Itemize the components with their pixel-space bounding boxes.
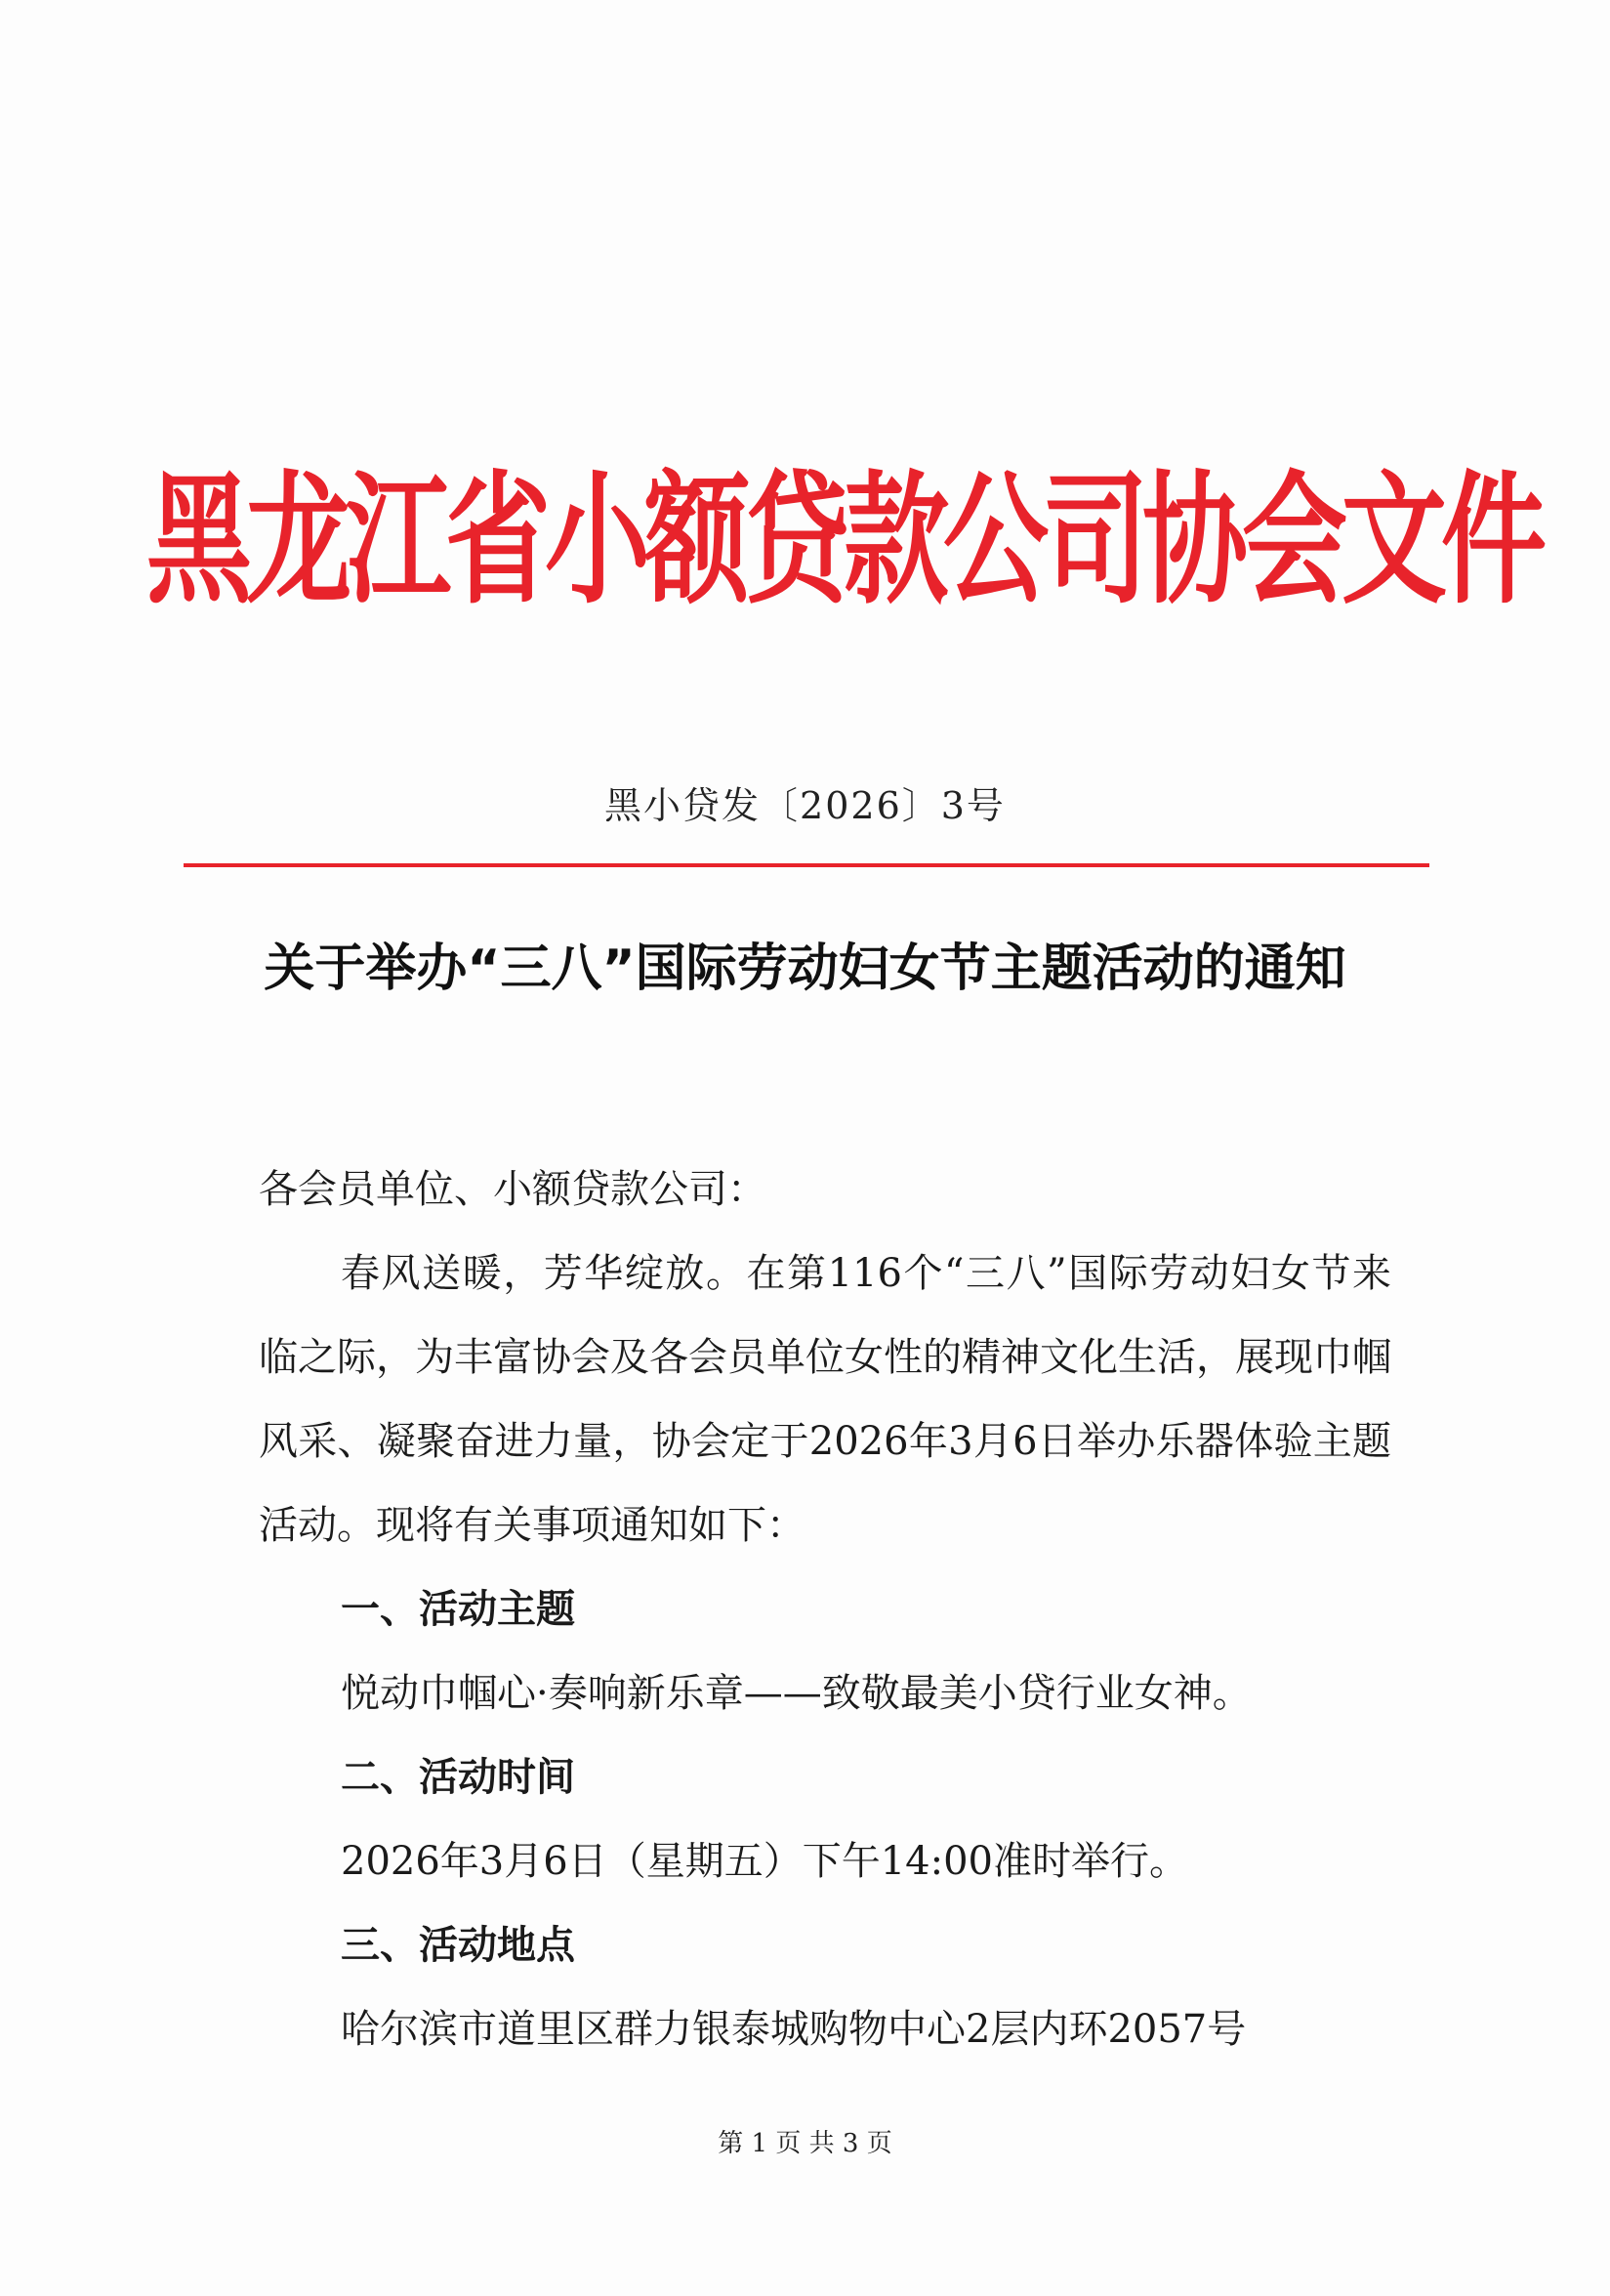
section-heading-location: 三、活动地点 [341, 1923, 575, 1968]
intro-paragraph: 春风送暖，芳华绽放。在第116个“三八”国际劳动妇女节来临之际，为丰富协会及各会员单位女性的精神文化生活，展现巾帼风采、凝聚奋进力量，协会定于2026年3月6日举办乐器体验主题活动。现将有关事项通知如下： [259, 1251, 1391, 1548]
document-body [259, 1148, 1391, 2071]
section-heading-theme: 一、活动主题 [341, 1587, 575, 1632]
page-indicator: 第 1 页 共 3 页 [718, 2129, 892, 2158]
section-content-location: 哈尔滨市道里区群力银泰城购物中心2层内环2057号 [341, 2007, 1247, 2052]
red-divider-line [184, 863, 1429, 867]
section-content-theme: 悦动巾帼心·奏响新乐章——致敬最美小贷行业女神。 [341, 1671, 1252, 1716]
section-heading-time: 二、活动时间 [341, 1755, 575, 1800]
section-content-time: 2026年3月6日（星期五）下午14:00准时举行。 [341, 1839, 1188, 1884]
document-number: 黑小贷发〔2026〕3号 [604, 784, 1006, 827]
salutation: 各会员单位、小额贷款公司： [259, 1167, 766, 1212]
notice-title: 关于举办“三八”国际劳动妇女节主题活动的通知 [264, 939, 1346, 998]
issuer-title: 黑龙江省小额贷款公司协会文件 [146, 458, 1542, 624]
